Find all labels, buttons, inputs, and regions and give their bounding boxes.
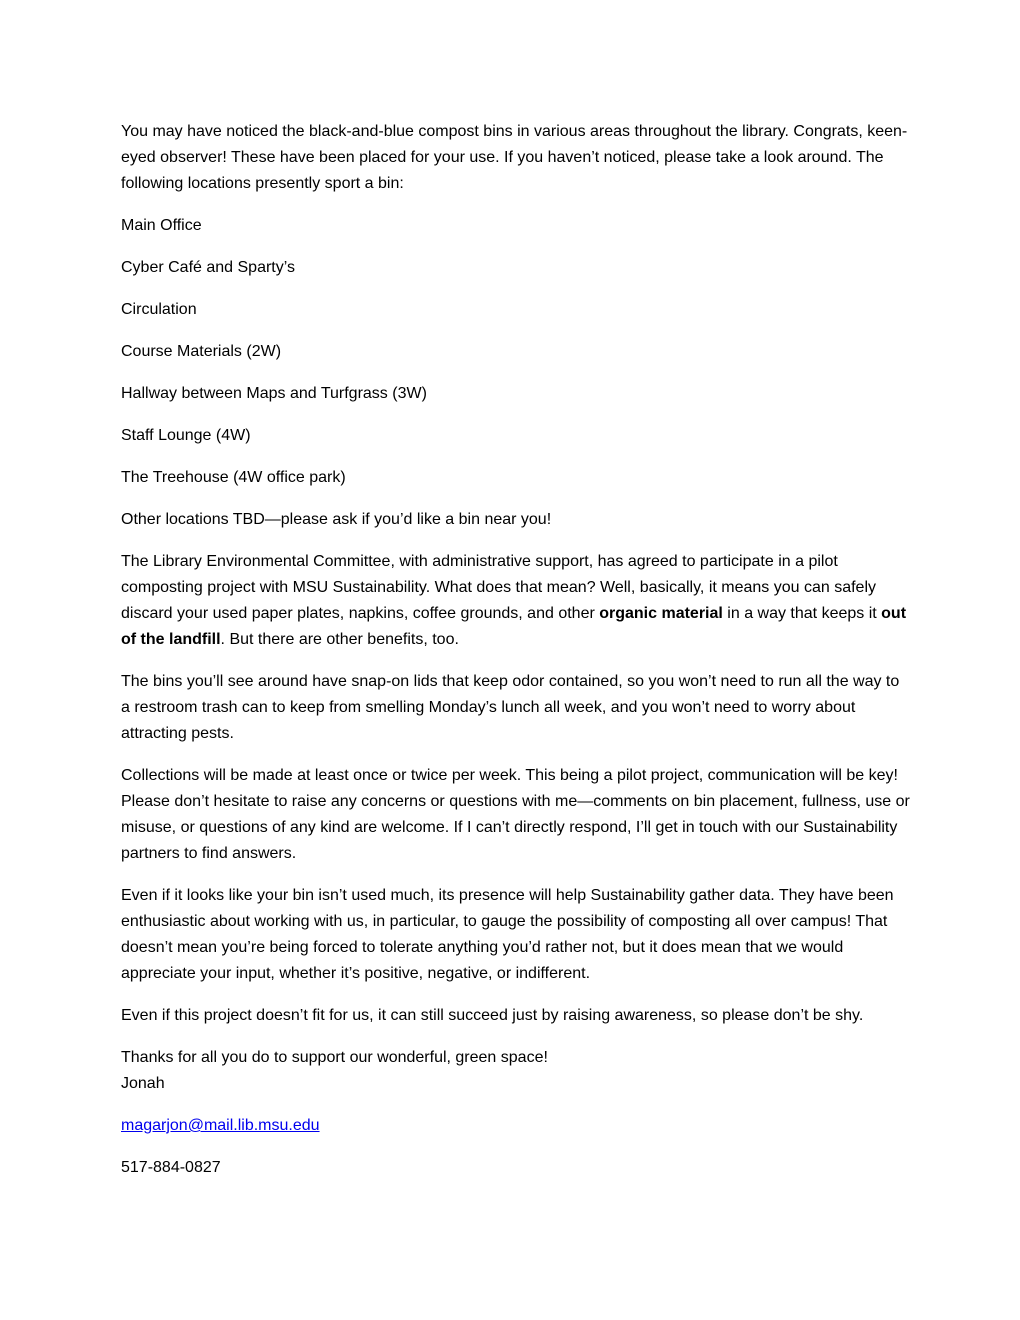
location-hallway-maps-turfgrass: Hallway between Maps and Turfgrass (3W) [121,385,427,402]
location-main-office: Main Office [121,217,202,234]
closing-block [121,1045,911,1097]
location-other-tbd: Other locations TBD—please ask if you’d like a bin near you! [121,511,552,528]
location-course-materials: Course Materials (2W) [121,343,282,360]
collections-paragraph: Collections will be made at least once or twice per week. This being a pilot project, communication will be key! Please don’t hesitate to raise any concerns or questions with me—comments on bin placement, fullness, use or misuse, or questions of any kind are welcome. If I can’t directly respond, I’ll get in touch with our Sustainability partners to find answers. [121,767,910,862]
location-cyber-cafe: Cyber Café and Sparty’s [121,259,296,276]
pilot-bold-landfill: out of the landfill [121,605,907,648]
closing-thanks: Thanks for all you do to support our wonderful, green space! [121,1049,548,1066]
pilot-text-3: . But there are other benefits, too. [220,631,459,648]
location-treehouse: The Treehouse (4W office park) [121,469,346,486]
awareness-paragraph: Even if this project doesn’t fit for us, it can still succeed just by raising awareness, so please don’t be shy. [121,1007,864,1024]
document-body [121,119,911,1197]
pilot-paragraph [121,549,911,653]
email-link[interactable]: magarjon@mail.lib.msu.edu [121,1117,320,1134]
signature-name: Jonah [121,1075,165,1092]
intro-paragraph: You may have noticed the black-and-blue compost bins in various areas throughout the library. Congrats, keen-eyed observer! These have been placed for your use. If you haven’t noticed, please take a look around. The following locations presently sport a bin: [121,123,908,192]
data-paragraph: Even if it looks like your bin isn’t used much, its presence will help Sustainability gather data. They have been enthusiastic about working with us, in particular, to gauge the possibility of composting all over campus! That doesn’t mean you’re being forced to tolerate anything you’d rather not, but it does mean that we would appreciate your input, whether it’s positive, negative, or indifferent. [121,887,894,982]
location-staff-lounge: Staff Lounge (4W) [121,427,251,444]
pilot-bold-organic: organic material [599,605,723,622]
phone-number: 517-884-0827 [121,1159,221,1176]
pilot-text-2: in a way that keeps it [722,605,882,622]
pilot-text-1: The Library Environmental Committee, with administrative support, has agreed to participate in a pilot composting project with MSU Sustainability. What does that mean? Well, basically, it means you can safely discard your used paper plates, napkins, coffee grounds, and other [121,553,877,622]
bins-paragraph: The bins you’ll see around have snap-on lids that keep odor contained, so you won’t need to run all the way to a restroom trash can to keep from smelling Monday’s lunch all week, and you won’t need to worry about attracting pests. [121,673,900,742]
locations-list [121,213,911,533]
location-circulation: Circulation [121,301,197,318]
email-paragraph [121,1113,911,1139]
